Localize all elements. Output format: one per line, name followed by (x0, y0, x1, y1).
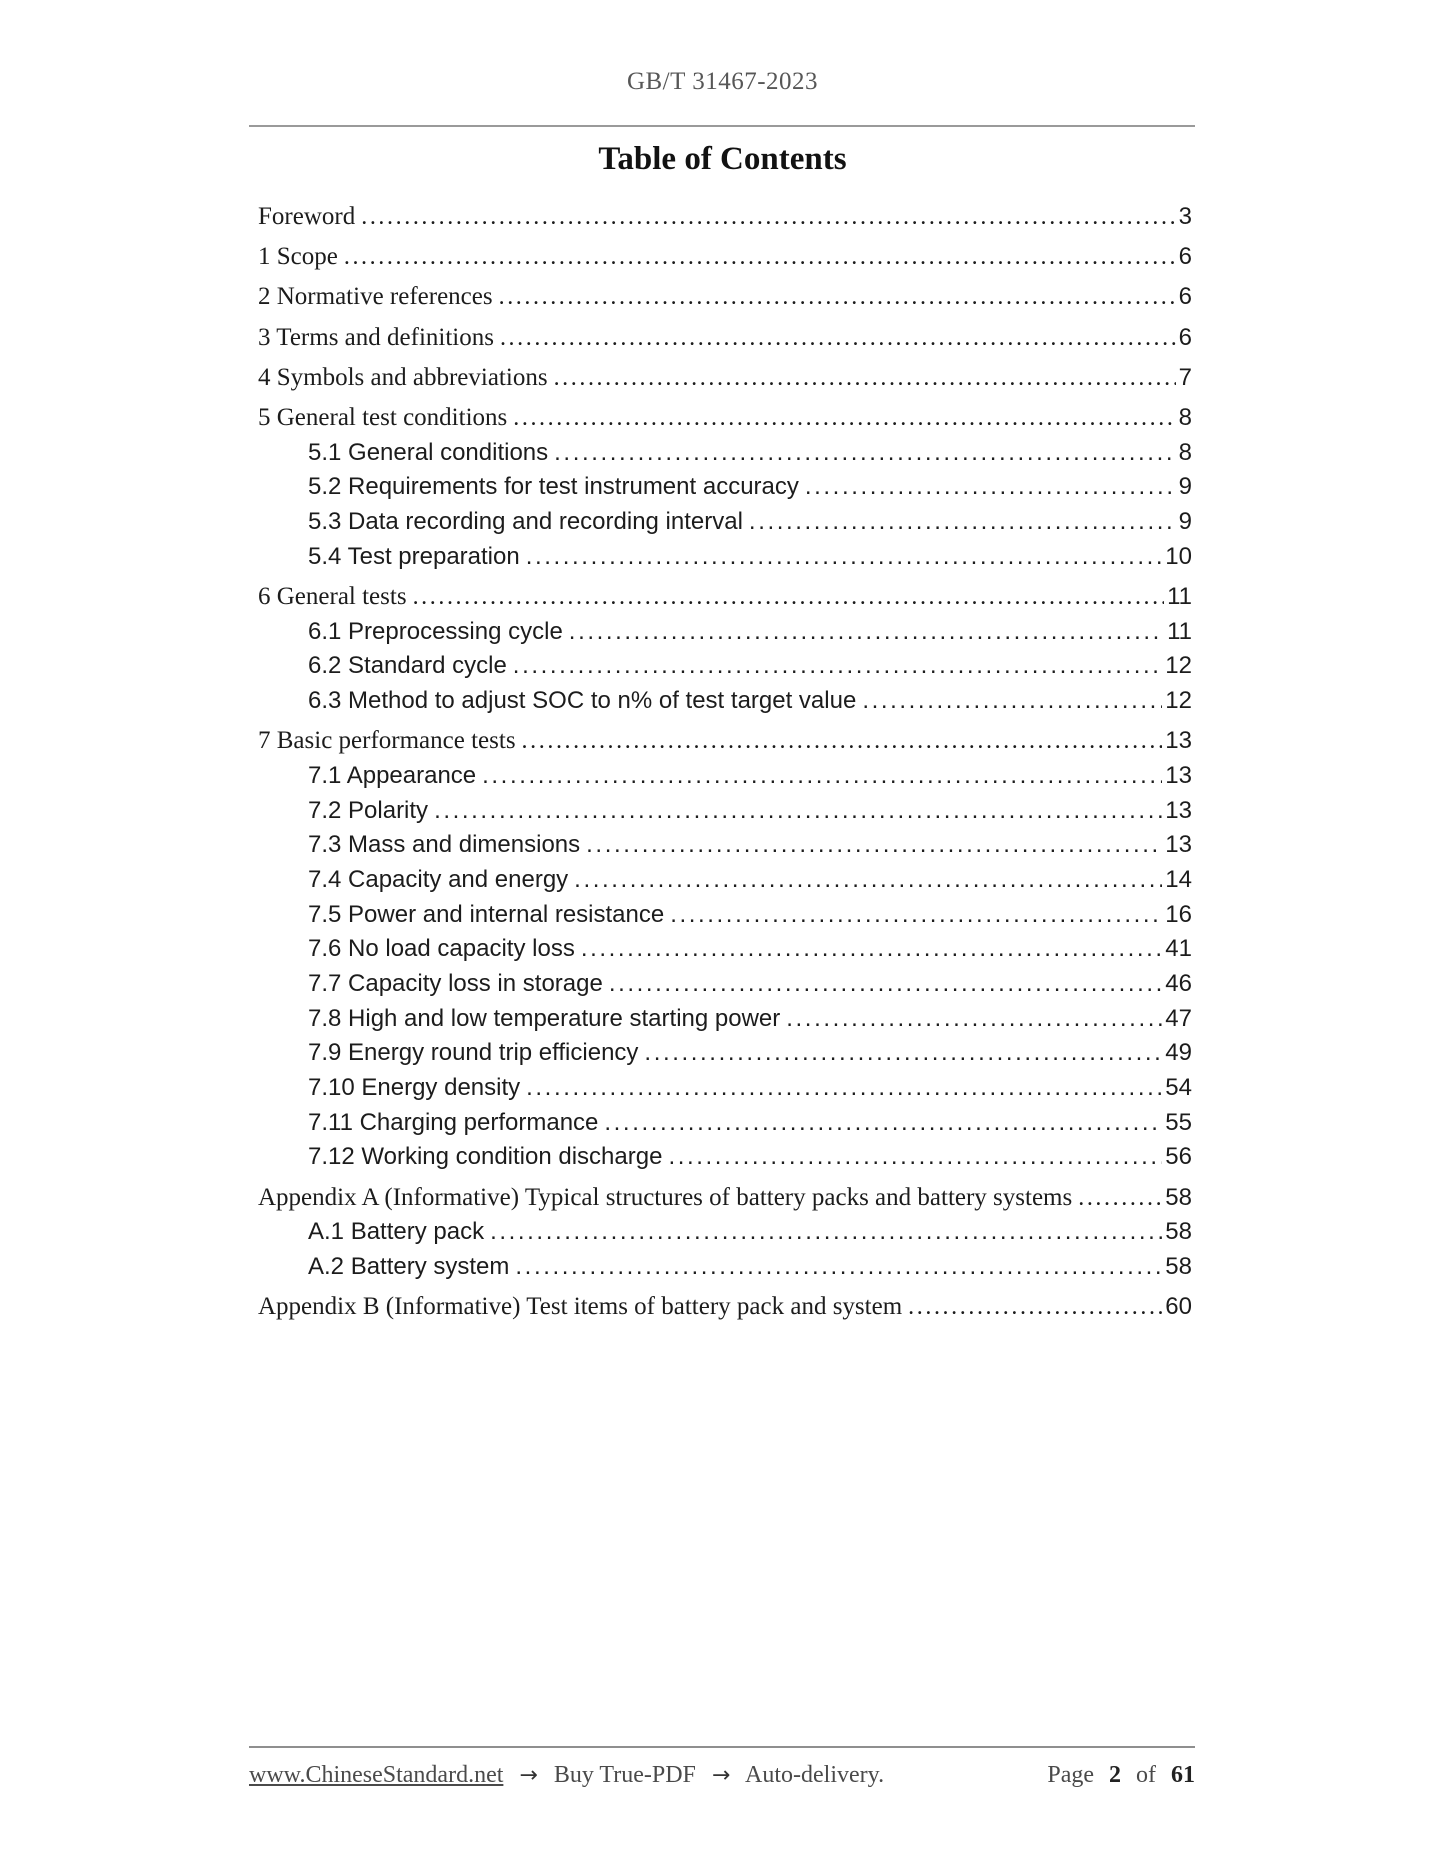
toc-entry-page-number: 8 (1178, 438, 1192, 466)
toc-entry-label: Appendix B (Informative) Test items of battery pack and system (258, 1293, 903, 1321)
toc-entry-page-number: 13 (1165, 796, 1192, 824)
toc-entry (258, 687, 1192, 722)
dot-leader (499, 283, 1176, 311)
dot-leader (526, 1074, 1162, 1102)
toc-entry-label: 6.3 Method to adjust SOC to n% of test target value (308, 686, 857, 714)
dot-leader (670, 901, 1162, 929)
toc-entry-label: 5 General test conditions (258, 403, 508, 431)
toc-entry (258, 1253, 1192, 1288)
toc-entry-label: 7.1 Appearance (308, 761, 477, 789)
toc-entry-page-number: 54 (1165, 1074, 1192, 1101)
toc-entry-label: 7.5 Power and internal resistance (308, 900, 665, 928)
toc-entry (258, 473, 1192, 508)
toc-entry (258, 901, 1192, 936)
toc-entry-page-number: 60 (1165, 1293, 1192, 1321)
toc-entry-label: 7.4 Capacity and energy (308, 865, 569, 893)
toc-entry-page-number: 9 (1178, 508, 1192, 535)
toc-entry-page-number: 13 (1165, 727, 1192, 755)
dot-leader (513, 652, 1163, 680)
toc-entry-page-number: 3 (1178, 203, 1192, 230)
toc-entry (258, 727, 1192, 762)
toc-entry-page-number: 14 (1165, 865, 1192, 893)
toc-entry-label: 1 Scope (258, 243, 338, 271)
toc-entry-label: A.1 Battery pack (308, 1218, 485, 1246)
toc-entry-label: Appendix A (Informative) Typical structures of battery packs and battery systems (258, 1183, 1073, 1211)
toc-entry (258, 935, 1192, 970)
toc-entry (258, 583, 1192, 618)
toc-entry-page-number: 46 (1165, 969, 1192, 997)
toc-entry (258, 404, 1192, 439)
dot-leader (361, 203, 1175, 231)
toc-entry (258, 797, 1192, 832)
dot-leader (805, 473, 1176, 501)
document-number-header: GB/T 31467-2023 (626, 68, 819, 95)
dot-leader (1078, 1184, 1162, 1212)
footer-buy-text: Buy True-PDF (553, 1762, 696, 1788)
toc-entry-page-number: 13 (1165, 761, 1192, 789)
toc-entry-page-number: 11 (1167, 582, 1192, 610)
toc-entry-label: 6 General tests (258, 582, 407, 610)
dot-leader (581, 935, 1162, 963)
toc-entry-label: 3 Terms and definitions (258, 323, 494, 351)
dot-leader (749, 508, 1176, 536)
header-divider (249, 125, 1195, 127)
toc-entry-label: 7.3 Mass and dimensions (308, 831, 581, 859)
dot-leader (586, 831, 1162, 859)
toc-entry-label: 7.10 Energy density (308, 1074, 521, 1101)
toc-entry-label: 5.1 General conditions (308, 438, 549, 466)
toc-entry-page-number: 6 (1178, 283, 1192, 311)
toc-entry-page-number: 47 (1165, 1004, 1192, 1032)
footer-promo (249, 1762, 884, 1789)
of-word: of (1136, 1762, 1156, 1788)
page-indicator (1047, 1762, 1195, 1789)
page-word: Page (1047, 1762, 1094, 1788)
dot-leader (569, 618, 1164, 646)
toc-entry-page-number: 12 (1165, 686, 1192, 714)
toc-entry (258, 762, 1192, 797)
arrow-icon: → (711, 1763, 731, 1788)
toc-entry-label: 5.2 Requirements for test instrument accuracy (308, 473, 799, 501)
toc-entry-label: 5.3 Data recording and recording interval (308, 508, 743, 535)
toc-entry-page-number: 8 (1178, 403, 1192, 431)
toc-entry-page-number: 13 (1165, 831, 1192, 859)
dot-leader (513, 404, 1175, 432)
toc-entry (258, 243, 1192, 278)
toc-entry-label: 7.8 High and low temperature starting power (308, 1004, 781, 1032)
toc-entry-page-number: 11 (1167, 617, 1192, 645)
toc-entry (258, 324, 1192, 359)
toc-entry-page-number: 55 (1165, 1108, 1192, 1136)
toc-entry-page-number: 7 (1178, 363, 1192, 391)
toc-entry-page-number: 9 (1178, 473, 1192, 501)
toc-entry (258, 1109, 1192, 1144)
dot-leader (413, 583, 1165, 611)
dot-leader (344, 243, 1176, 271)
toc-entry (258, 831, 1192, 866)
toc-entry (258, 1184, 1192, 1219)
dot-leader (668, 1143, 1162, 1171)
dot-leader (482, 762, 1162, 790)
toc-entry (258, 652, 1192, 687)
toc-entry (258, 618, 1192, 653)
dot-leader (500, 324, 1176, 352)
dot-leader (609, 970, 1162, 998)
toc-entry-page-number: 12 (1165, 652, 1192, 680)
toc-entry (258, 439, 1192, 474)
toc-entry-page-number: 10 (1165, 542, 1192, 570)
toc-entry (258, 283, 1192, 318)
toc-entry-label: 7.7 Capacity loss in storage (308, 969, 603, 997)
dot-leader (862, 687, 1162, 715)
dot-leader (604, 1109, 1162, 1137)
toc-entry-page-number: 58 (1165, 1183, 1192, 1211)
toc-entry (258, 1293, 1192, 1328)
toc-entry (258, 1074, 1192, 1109)
dot-leader (644, 1039, 1162, 1067)
toc-entry-page-number: 56 (1165, 1143, 1192, 1171)
page-footer (249, 1762, 1195, 1789)
dot-leader (908, 1293, 1162, 1321)
dot-leader (515, 1253, 1162, 1281)
toc-entry (258, 1218, 1192, 1253)
toc-entry-label: 7.11 Charging performance (308, 1108, 599, 1136)
total-page-number: 61 (1171, 1762, 1195, 1788)
footer-delivery-text: Auto-delivery. (745, 1762, 885, 1788)
toc-entry-label: 6.1 Preprocessing cycle (308, 617, 563, 645)
toc-entry (258, 543, 1192, 578)
arrow-icon: → (519, 1763, 538, 1788)
dot-leader (554, 364, 1176, 392)
toc-entry (258, 866, 1192, 901)
toc-entry-label: 7.2 Polarity (308, 796, 429, 824)
toc-entry (258, 364, 1192, 399)
toc-entry-label: 4 Symbols and abbreviations (258, 363, 548, 391)
toc-entry-page-number: 6 (1178, 323, 1192, 351)
dot-leader (574, 866, 1162, 894)
dot-leader (554, 439, 1175, 467)
toc-entry-page-number: 49 (1165, 1039, 1192, 1067)
toc-entry-label: 7.6 No load capacity loss (308, 935, 575, 963)
toc-entry-label: 2 Normative references (258, 283, 493, 311)
toc-entry-page-number: 41 (1165, 935, 1192, 963)
current-page-number: 2 (1109, 1762, 1121, 1788)
toc-entry (258, 508, 1192, 543)
dot-leader (522, 727, 1163, 755)
dot-leader (526, 543, 1163, 571)
page-title: Table of Contents (598, 141, 847, 177)
toc-entry (258, 203, 1192, 238)
toc-entry-label: 5.4 Test preparation (308, 542, 520, 570)
toc-entry-label: 6.2 Standard cycle (308, 652, 507, 680)
toc-entry-label: 7.12 Working condition discharge (308, 1143, 663, 1171)
dot-leader (786, 1005, 1162, 1033)
footer-site-link[interactable]: www.ChineseStandard.net (249, 1762, 504, 1788)
dot-leader (434, 797, 1162, 825)
toc-entry-label: 7 Basic performance tests (258, 727, 516, 755)
toc-entry (258, 1039, 1192, 1074)
dot-leader (490, 1218, 1162, 1246)
toc-entry-label: Foreword (258, 203, 356, 230)
footer-divider (249, 1746, 1195, 1748)
toc-entry-page-number: 6 (1178, 243, 1192, 271)
toc-entry (258, 1005, 1192, 1040)
toc-entry-page-number: 16 (1165, 900, 1192, 928)
toc-entry-page-number: 58 (1165, 1252, 1192, 1280)
toc-entry-page-number: 58 (1165, 1218, 1192, 1246)
toc-entry (258, 970, 1192, 1005)
toc-list (258, 203, 1192, 1328)
toc-entry-label: A.2 Battery system (308, 1252, 510, 1280)
toc-entry (258, 1143, 1192, 1178)
toc-entry-label: 7.9 Energy round trip efficiency (308, 1039, 639, 1067)
